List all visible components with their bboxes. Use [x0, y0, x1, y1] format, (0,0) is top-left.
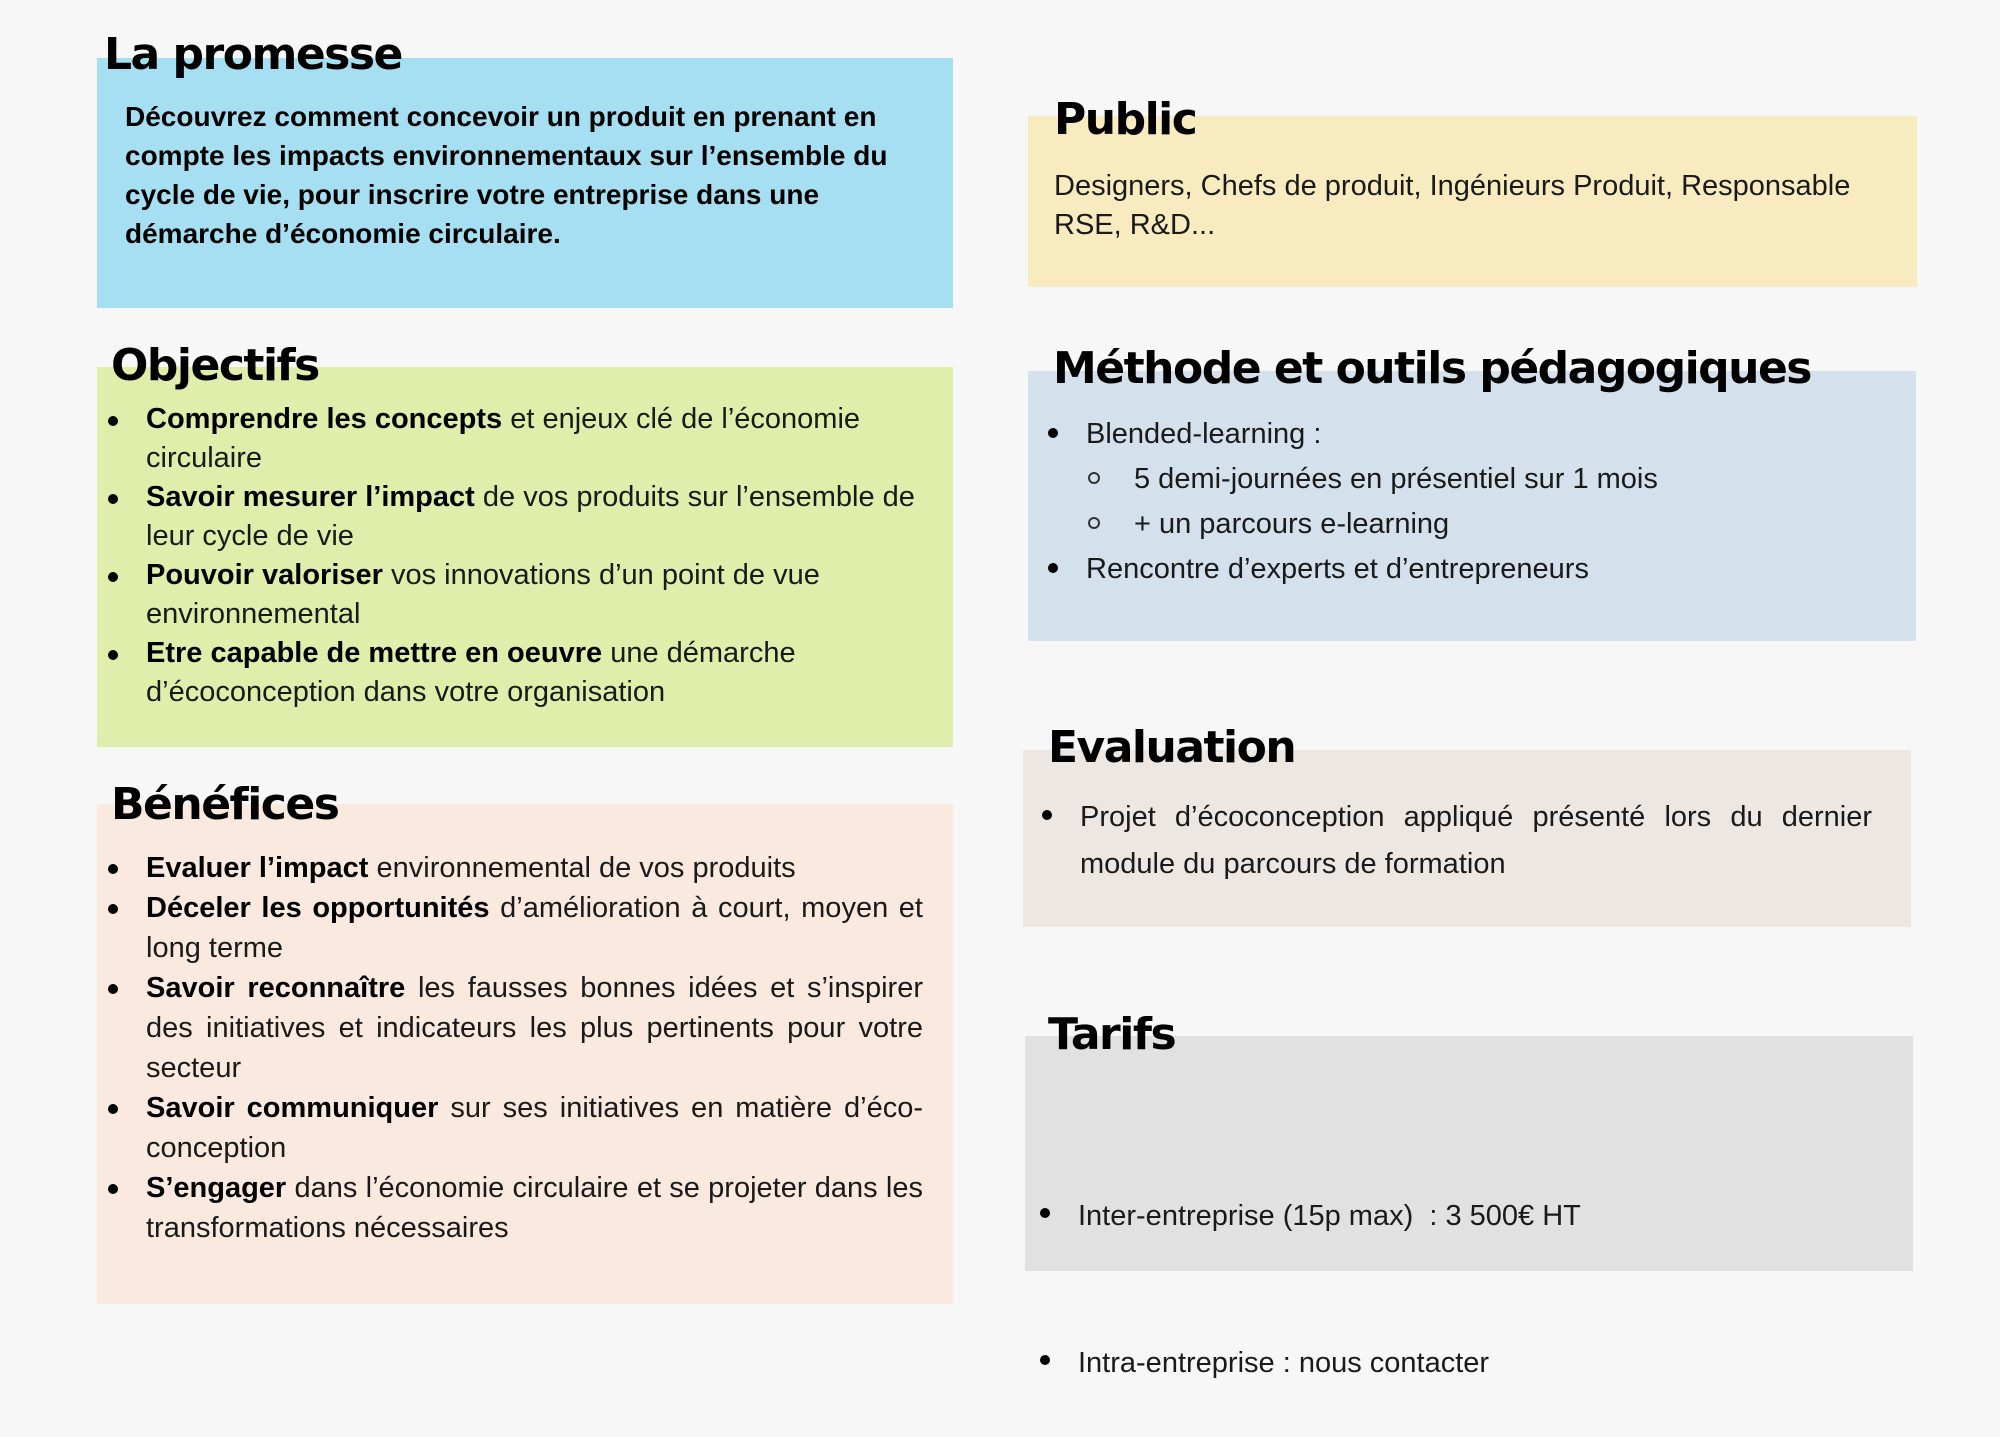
objectif-item-text: une démarche d’écoconception dans votre organisation [146, 637, 796, 708]
benefice-item-bold: Savoir communiquer [146, 1092, 439, 1124]
benefice-item [98, 1168, 923, 1248]
objectif-item-bold: Comprendre les concepts [146, 403, 503, 435]
evaluation-item: Projet d’écoconception appliqué présenté lors du dernier module du parcours de formation [1032, 794, 1872, 888]
methode-subitem: 5 demi-journées en présentiel sur 1 mois [1086, 457, 1898, 502]
methode-sublist [1086, 457, 1898, 547]
benefices-list [98, 848, 923, 1248]
objectif-item-bold: Etre capable de mettre en oeuvre [146, 637, 603, 669]
methode-item [1038, 412, 1898, 547]
objectif-item [98, 400, 918, 478]
tarifs-title: Tarifs [1048, 1009, 1176, 1060]
benefice-item-text: environnemental de vos produits [368, 852, 796, 884]
tarifs-list [1030, 1094, 1890, 1437]
tarif-item: Intra-entreprise : nous contacter [1030, 1339, 1890, 1388]
objectif-item [98, 634, 918, 712]
objectif-item [98, 478, 918, 556]
promesse-title: La promesse [104, 29, 402, 80]
methode-item [1038, 547, 1898, 592]
objectif-item-text: de vos produits sur l’ensemble de leur cycle de vie [146, 481, 915, 552]
public-text: Designers, Chefs de produit, Ingénieurs Produit, Responsable RSE, R&D... [1054, 170, 1851, 241]
objectifs-title: Objectifs [111, 340, 319, 391]
benefice-item-text: sur ses initiatives en matière d’éco-conception [146, 1092, 923, 1164]
benefice-item [98, 848, 923, 888]
evaluation-title: Evaluation [1048, 722, 1296, 773]
benefice-item-bold: Savoir reconnaître [146, 972, 406, 1004]
objectif-item-text: et enjeux clé de l’économie circulaire [146, 403, 861, 474]
objectif-item-bold: Savoir mesurer l’impact [146, 481, 475, 513]
benefice-item [98, 1088, 923, 1168]
benefice-item-text: les fausses bonnes idées et s’inspirer des initiatives et indicateurs les plus pertinents pour votre secteur [146, 972, 924, 1084]
methode-item-text: Blended-learning : [1086, 418, 1322, 450]
benefices-title: Bénéfices [111, 779, 339, 830]
methode-list [1038, 412, 1898, 592]
methode-title: Méthode et outils pédagogiques [1053, 343, 1811, 394]
methode-item-text: Rencontre d’experts et d’entrepreneurs [1086, 553, 1589, 585]
objectif-item [98, 556, 918, 634]
evaluation-list [1032, 794, 1872, 888]
public-title: Public [1054, 94, 1197, 145]
benefice-item-text: dans l’économie circulaire et se projeter dans les transformations nécessaires [146, 1172, 923, 1244]
benefice-item-text: d’amélioration à court, moyen et long terme [146, 892, 923, 964]
methode-subitem: + un parcours e-learning [1086, 502, 1898, 547]
benefice-item [98, 968, 923, 1088]
promesse-text: Découvrez comment concevoir un produit en prenant en compte les impacts environnementaux sur l’ensemble du cycle de vie, pour inscrire votre entreprise dans une démarche d’économie circulaire. [125, 101, 888, 249]
benefice-item-bold: S’engager [146, 1172, 287, 1204]
objectif-item-bold: Pouvoir valoriser [146, 559, 383, 591]
tarif-item: Inter-entreprise (15p max) : 3 500€ HT [1030, 1192, 1890, 1241]
objectifs-list [98, 400, 918, 712]
benefice-item-bold: Evaluer l’impact [146, 852, 369, 884]
benefice-item-bold: Déceler les opportunités [146, 892, 490, 924]
benefice-item [98, 888, 923, 968]
objectif-item-text: vos innovations d’un point de vue environnemental [146, 559, 820, 630]
